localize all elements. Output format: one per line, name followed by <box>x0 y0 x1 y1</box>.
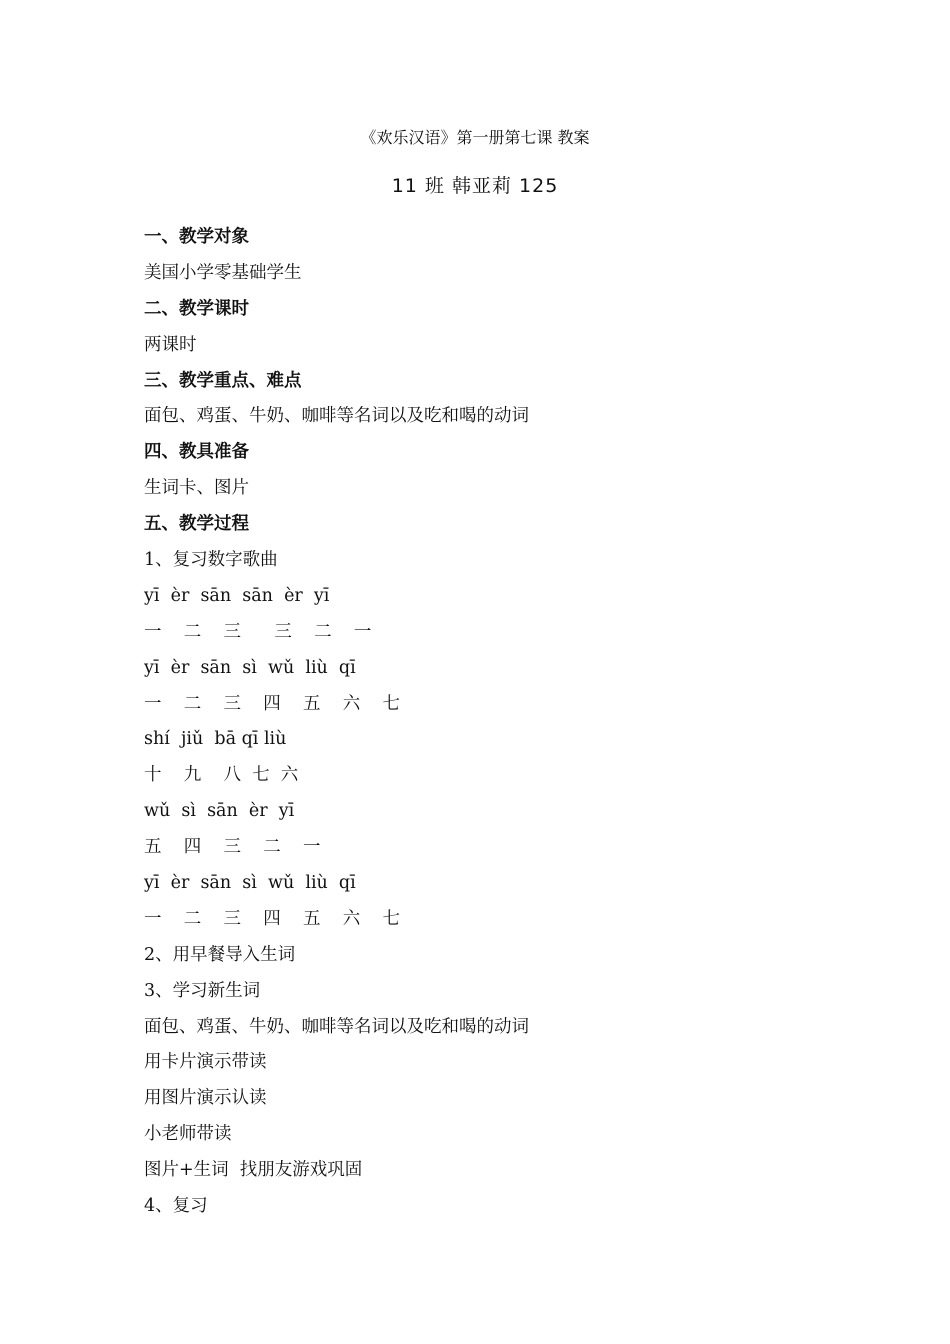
hanzi-line: 十 九 八 七 六 <box>144 765 299 786</box>
section-heading-teaching-target: 一、教学对象 <box>144 227 249 247</box>
paragraph-line: 生词卡、图片 <box>144 478 249 499</box>
paragraph-line: 用卡片演示带读 <box>144 1052 267 1073</box>
paragraph-line: 2、用早餐导入生词 <box>144 944 296 965</box>
hanzi-line: 一 二 三 四 五 六 七 <box>144 908 401 929</box>
hanzi-line: 一 二 三 三 二 一 <box>144 621 372 642</box>
section-heading-key-points: 三、教学重点、难点 <box>144 370 302 391</box>
paragraph-line: 图片+生词 找朋友游戏巩固 <box>144 1160 363 1181</box>
document-subtitle: 11 班 韩亚莉 125 <box>391 175 559 197</box>
pinyin-line: yī èr sān sì wǔ liù qī <box>144 873 356 894</box>
pinyin-line: yī èr sān sì wǔ liù qī <box>144 657 356 678</box>
paragraph-line: 用图片演示认读 <box>144 1088 267 1109</box>
pinyin-line: shí jiǔ bā qī liù <box>144 729 287 750</box>
paragraph-line: 3、学习新生词 <box>144 980 261 1001</box>
paragraph-line: 1、复习数字歌曲 <box>144 550 278 571</box>
pinyin-line: wǔ sì sān èr yī <box>144 801 295 822</box>
paragraph-line: 小老师带读 <box>144 1124 232 1145</box>
document-body <box>144 220 844 1225</box>
hanzi-line: 五 四 三 二 一 <box>144 837 321 858</box>
section-heading-teaching-aids: 四、教具准备 <box>144 442 249 463</box>
paragraph-line: 面包、鸡蛋、牛奶、咖啡等名词以及吃和喝的动词 <box>144 1016 529 1037</box>
hanzi-line: 一 二 三 四 五 六 七 <box>144 693 401 714</box>
document-title: 《欢乐汉语》第一册第七课 教案 <box>360 128 590 147</box>
paragraph-line: 4、复习 <box>144 1196 208 1217</box>
paragraph-line: 美国小学零基础学生 <box>144 262 302 283</box>
section-heading-class-hours: 二、教学课时 <box>144 298 249 319</box>
paragraph-line: 面包、鸡蛋、牛奶、咖啡等名词以及吃和喝的动词 <box>144 406 529 427</box>
pinyin-line: yī èr sān sān èr yī <box>144 585 330 606</box>
section-heading-teaching-process: 五、教学过程 <box>144 514 249 535</box>
paragraph-line: 两课时 <box>144 334 197 355</box>
